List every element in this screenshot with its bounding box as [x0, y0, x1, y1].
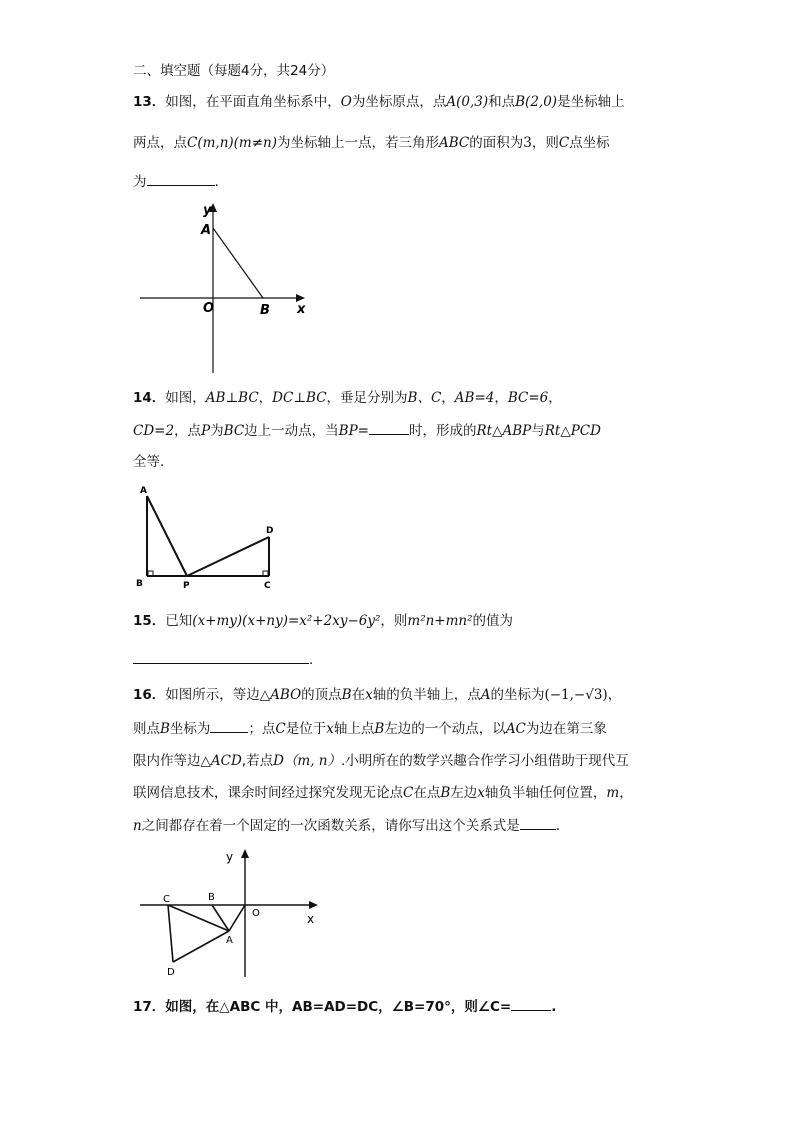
label-O: O: [252, 908, 260, 919]
q16-line1: 16．如图所示，等边△ABO的顶点B在x轴的负半轴上，点A的坐标为(−1,−√3)，: [133, 687, 622, 703]
q16-line2: 则点B坐标为 ；点C是位于x轴上点B左边的一个动点，以AC为边在第三象: [133, 718, 607, 739]
q14-line2: CD=2，点P为BC边上一动点，当BP= 时，形成的Rt△ABP与Rt△PCD: [133, 420, 601, 441]
q15-number: 15．: [133, 613, 166, 629]
q13-answer-blank[interactable]: [147, 171, 215, 186]
label-O: O: [203, 301, 215, 316]
label-x: x: [297, 302, 306, 317]
label-x: x: [307, 912, 315, 926]
label-B: B: [208, 892, 215, 903]
label-C: C: [163, 894, 170, 905]
label-D: D: [266, 526, 274, 536]
q16-line3: 限内作等边△ACD,若点D（m, n）.小明所在的数学兴趣合作学习小组借助于现代互: [133, 753, 629, 769]
segment-PD: [187, 537, 269, 576]
q16-answer-blank-2[interactable]: [520, 815, 556, 830]
q13-line3: 为 .: [133, 171, 219, 192]
x-axis-arrow-icon: [309, 901, 318, 909]
q13-line2: 两点，点C(m,n)(m≠n)为坐标轴上一点，若三角形ABC的面积为3，则C点坐标: [133, 135, 610, 151]
q16-figure: [140, 843, 330, 983]
label-C: C: [264, 581, 271, 591]
segment-AP: [147, 496, 187, 576]
label-P: P: [183, 581, 190, 591]
label-A: A: [140, 486, 147, 496]
segment-DA: [173, 931, 229, 962]
q16-line5: n之间都存在着一个固定的一次函数关系，请你写出这个关系式是 .: [133, 815, 560, 836]
q15-line2: .: [133, 649, 313, 670]
label-B: B: [136, 579, 143, 589]
q15-line1: 15．已知(x+my)(x+ny)=x²+2xy−6y²，则m²n+mn²的值为: [133, 613, 514, 629]
section-header: 二、填空题（每题4分，共24分）: [133, 63, 335, 79]
label-A: A: [226, 935, 233, 946]
label-y: y: [203, 203, 212, 218]
label-y: y: [226, 850, 234, 864]
q16-line4: 联网信息技术，课余时间经过探究发现无论点C在点B左边x轴负半轴任何位置，m，: [133, 785, 633, 801]
q16-number: 16．: [133, 687, 166, 703]
q14-answer-blank[interactable]: [369, 420, 409, 435]
label-B: B: [260, 303, 270, 318]
q15-answer-blank[interactable]: [133, 649, 309, 664]
q17-line1: 17．如图，在△ABC 中，AB=AD=DC，∠B=70°，则∠C= .: [133, 996, 556, 1017]
segment-CD: [168, 905, 173, 962]
q13-figure: [135, 195, 315, 375]
segment-AB: [213, 228, 263, 298]
x-axis-arrow-icon: [296, 294, 305, 302]
q17-number: 17．: [133, 999, 166, 1015]
y-axis-arrow-icon: [241, 849, 249, 858]
q13-line1: 13．如图，在平面直角坐标系中，O为坐标原点，点A(0,3)和点B(2,0)是坐标轴上: [133, 94, 625, 110]
q14-line1: 14．如图，AB⊥BC，DC⊥BC，垂足分别为B、C，AB=4，BC=6，: [133, 390, 562, 406]
q14-line3: 全等.: [133, 454, 165, 470]
q14-number: 14．: [133, 390, 166, 406]
label-A: A: [201, 223, 212, 238]
q13-number: 13．: [133, 94, 166, 110]
q14-figure: [134, 482, 284, 592]
q16-answer-blank-1[interactable]: [210, 718, 248, 733]
label-D: D: [167, 967, 175, 978]
segment-AO: [229, 905, 245, 931]
q17-answer-blank[interactable]: [511, 996, 551, 1011]
